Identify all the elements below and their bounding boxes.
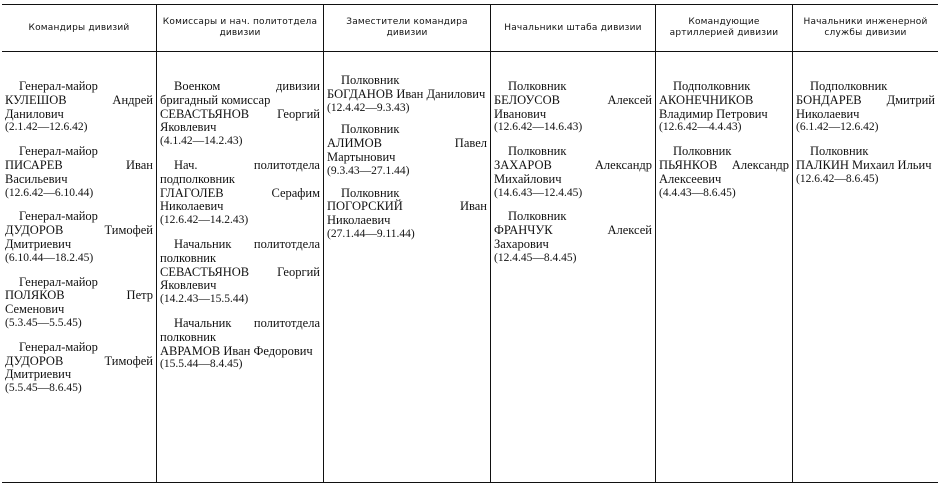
entry-name: СЕВАСТЬЯНОВ Георгий Яковлевич <box>160 264 320 293</box>
entry-dates: (12.6.42—4.4.43) <box>659 121 742 134</box>
entry-dates: (27.1.44—9.11.44) <box>327 227 415 240</box>
entry-dates: (2.1.42—12.6.42) <box>5 121 88 134</box>
list-item <box>659 80 789 135</box>
header-artillery-commanders: Командующие артиллерией дивизии <box>656 5 793 52</box>
header-commissars: Комиссары и нач. политотдела дивизии <box>157 5 324 52</box>
list-item <box>160 80 320 149</box>
entry-dates: (5.3.45—5.5.45) <box>5 316 82 329</box>
entry-rank: Генерал-майор <box>19 79 98 93</box>
column-division-commanders <box>2 52 157 483</box>
header-chiefs-of-staff: Начальники штаба дивизии <box>491 5 656 52</box>
entry-dates: (14.2.43—15.5.44) <box>160 293 249 306</box>
header-engineering-chiefs: Начальники инженерной службы дивизии <box>793 5 938 52</box>
entry-name: ФРАНЧУК Алексей Захарович <box>494 223 652 251</box>
entry-rank: Начальник политотдела полковник <box>160 315 320 344</box>
entry-name: АЛИМОВ Павел Мартынович <box>327 136 487 164</box>
list-item <box>796 80 935 135</box>
entry-name: ПИСАРЕВ Иван Васильевич <box>5 157 153 186</box>
entry-dates: (14.6.43—12.4.45) <box>494 186 583 199</box>
entry-name: ПОЛЯКОВ Петр Семенович <box>5 288 153 317</box>
entry-rank: Полковник <box>508 144 567 159</box>
entry-rank: Полковник <box>341 185 400 200</box>
entry-rank: Военком дивизии бригадный комиссар <box>160 79 320 107</box>
list-item <box>796 145 935 186</box>
entry-name: АВРАМОВ Иван Федорович <box>160 343 313 358</box>
entry-dates: (15.5.44—8.4.45) <box>160 358 243 371</box>
entry-dates: (12.4.42—9.3.43) <box>327 101 410 114</box>
entry-rank: Начальник политотдела полковник <box>160 236 320 265</box>
division-leadership-table <box>2 4 938 483</box>
entry-name: СЕВАСТЬЯНОВ Георгий Яковлевич <box>160 106 320 135</box>
list-item <box>160 317 320 372</box>
list-item <box>327 74 487 115</box>
column-artillery-commanders <box>656 52 793 483</box>
entry-dates: (12.6.42—14.6.43) <box>494 121 583 134</box>
entry-dates: (9.3.43—27.1.44) <box>327 164 410 177</box>
list-item <box>5 80 153 135</box>
entry-name: ГЛАГОЛЕВ Серафим Николаевич <box>160 185 320 214</box>
list-item <box>659 145 789 200</box>
column-engineering-chiefs <box>793 52 938 483</box>
column-chiefs-of-staff <box>491 52 656 483</box>
list-item <box>5 210 153 265</box>
entry-name: ПЬЯНКОВ Александр Алексеевич <box>659 157 789 186</box>
list-item <box>327 123 487 178</box>
entry-rank: Полковник <box>810 144 869 159</box>
entry-rank: Полковник <box>341 73 400 87</box>
entry-rank: Полковник <box>508 79 567 93</box>
entry-name: АКОНЕЧНИКОВ Владимир Петрович <box>659 92 768 121</box>
entry-rank: Генерал-майор <box>19 339 98 354</box>
list-item <box>494 210 652 265</box>
table-row <box>2 52 938 483</box>
list-item <box>5 145 153 200</box>
entry-dates: (12.6.42—6.10.44) <box>5 186 94 199</box>
entry-name: БОГДАНОВ Иван Данилович <box>327 86 486 101</box>
entry-rank: Полковник <box>508 209 567 224</box>
entry-name: ЗАХАРОВ Александр Михайлович <box>494 157 652 186</box>
column-commissars <box>157 52 324 483</box>
entry-dates: (12.6.42—14.2.43) <box>160 214 249 227</box>
list-item <box>5 276 153 331</box>
column-deputy-commanders <box>324 52 491 483</box>
list-item <box>327 187 487 242</box>
entry-rank: Генерал-майор <box>19 274 98 289</box>
header-deputy-commanders: Заместители командира дивизии <box>324 5 491 52</box>
list-item <box>494 80 652 135</box>
entry-rank: Нач. политотдела подполковник <box>160 157 320 186</box>
entry-dates: (6.1.42—12.6.42) <box>796 121 879 134</box>
entry-name: ДУДОРОВ Тимофей Дмитриевич <box>5 223 153 251</box>
entry-rank: Подполковник <box>810 79 888 93</box>
entry-dates: (12.4.45—8.4.45) <box>494 251 577 264</box>
list-item <box>494 145 652 200</box>
entry-name: ПАЛКИН Михаил Ильич <box>796 157 932 172</box>
entry-rank: Полковник <box>341 122 400 137</box>
entry-rank: Генерал-майор <box>19 209 98 224</box>
entry-dates: (5.5.45—8.6.45) <box>5 382 82 395</box>
entry-dates: (12.6.42—8.6.45) <box>796 172 879 185</box>
header-row <box>2 5 938 52</box>
list-item <box>5 341 153 396</box>
entry-name: БОНДАРЕВ Дмитрий Николаевич <box>796 92 935 121</box>
entry-rank: Подполковник <box>673 79 751 93</box>
list-item <box>160 159 320 228</box>
list-item <box>160 238 320 307</box>
entry-rank: Полковник <box>673 144 732 159</box>
entry-name: ПОГОРСКИЙ Иван Николаевич <box>327 199 487 228</box>
entry-dates: (4.4.43—8.6.45) <box>659 186 736 199</box>
entry-rank: Генерал-майор <box>19 144 98 159</box>
entry-name: КУЛЕШОВ Андрей Данилович <box>5 92 153 121</box>
entry-dates: (4.1.42—14.2.43) <box>160 135 243 148</box>
entry-dates: (6.10.44—18.2.45) <box>5 251 94 264</box>
entry-name: БЕЛОУСОВ Алексей Иванович <box>494 92 652 121</box>
entry-name: ДУДОРОВ Тимофей Дмитриевич <box>5 353 153 382</box>
header-division-commanders: Командиры дивизий <box>2 5 157 52</box>
